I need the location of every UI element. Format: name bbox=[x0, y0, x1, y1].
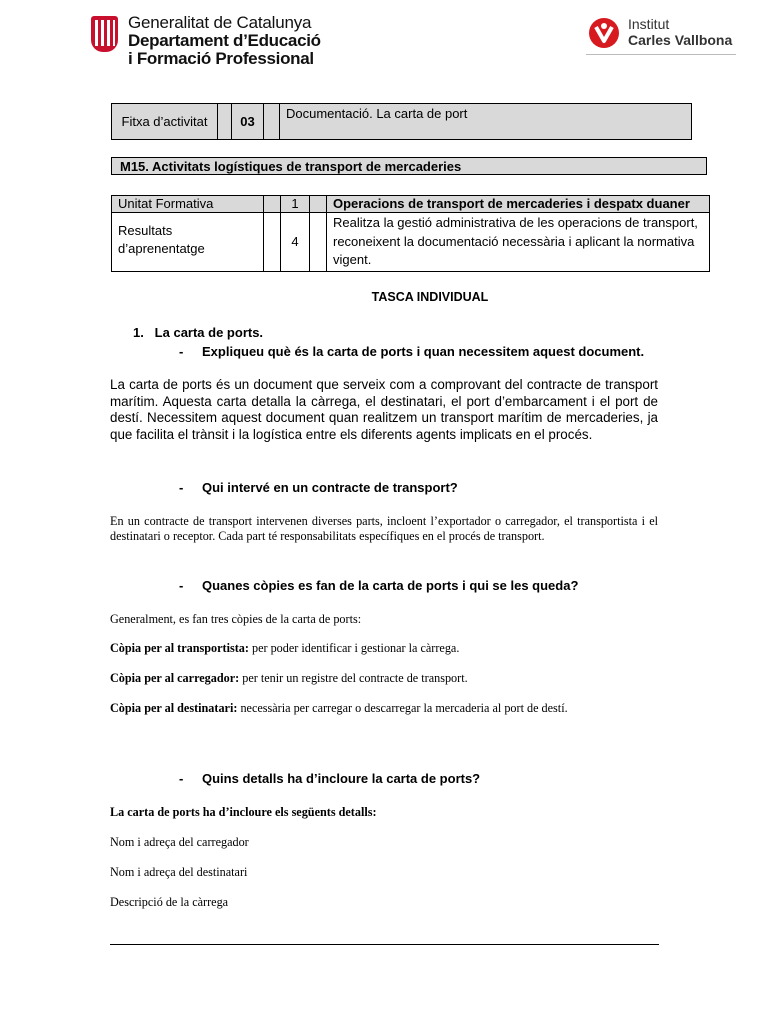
section-heading: 1. La carta de ports. bbox=[133, 325, 264, 340]
department-name-line1: Departament d’Educació bbox=[128, 31, 321, 50]
institut-logo-block bbox=[586, 14, 736, 54]
uf-title: Operacions de transport de mercaderies i despatx duaner bbox=[327, 196, 710, 213]
copy-item-label: Còpia per al carregador: bbox=[110, 671, 240, 685]
gencat-logo-block bbox=[91, 14, 341, 66]
copy-item bbox=[110, 641, 459, 656]
detail-item: Nom i adreça del carregador bbox=[110, 835, 249, 849]
question-dash: - bbox=[179, 480, 184, 495]
question-dash: - bbox=[179, 771, 184, 786]
detail-item: Descripció de la càrrega bbox=[110, 895, 229, 909]
copy-item-text: per poder identificar i gestionar la càrrega. bbox=[248, 641, 460, 655]
answer-1: La carta de ports és un document que serveix com a comprovant del contracte de transport marítim. Aquesta carta detalla la càrrega, el destinatari, el port d’embarcament i el port de destí. Necessitem aquest document quan realitzem un transport marítim de mercaderies, ja que facilita el trànsit i la logística entre els diferents agents implicats en el procés. bbox=[110, 377, 658, 442]
ra-label: Resultats d’aprenentatge bbox=[112, 213, 264, 272]
fitxa-table bbox=[111, 103, 692, 140]
copy-item-label: Còpia per al transportista: bbox=[110, 641, 249, 655]
copy-item-label: Còpia per al destinatari: bbox=[110, 701, 238, 715]
fitxa-number: 03 bbox=[232, 104, 264, 140]
question-dash: - bbox=[179, 344, 184, 359]
fitxa-label: Fitxa d’activitat bbox=[112, 104, 218, 140]
question-4: Quins detalls ha d’incloure la carta de ports? bbox=[202, 771, 481, 786]
department-name-line2: i Formació Professional bbox=[128, 49, 314, 68]
answer-4-intro: La carta de ports ha d’incloure els següents detalls: bbox=[110, 805, 377, 819]
answer-3-intro: Generalment, es fan tres còpies de la carta de ports: bbox=[110, 612, 362, 626]
fitxa-title: Documentació. La carta de port bbox=[280, 104, 692, 140]
footer-rule bbox=[110, 944, 659, 945]
institut-label: Institut bbox=[628, 16, 670, 32]
copy-item bbox=[110, 701, 568, 716]
ra-number: 4 bbox=[281, 213, 310, 272]
copy-item bbox=[110, 671, 468, 686]
gencat-emblem-icon bbox=[91, 16, 118, 52]
detail-item: Nom i adreça del destinatari bbox=[110, 865, 248, 879]
module-title: M15. Activitats logístiques de transport de mercaderies bbox=[111, 157, 707, 175]
ra-text: Realitza la gestió administrativa de les operacions de transport, reconeixent la documentació necessària i aplicant la normativa vigent. bbox=[327, 213, 710, 272]
question-3: Quanes còpies es fan de la carta de ports i qui se les queda? bbox=[202, 578, 579, 593]
answer-2: En un contracte de transport intervenen diverses parts, incloent l’exportador o carregador, el transportista i el destinatari o receptor. Cada part té responsabilitats específiques en el procés de transport. bbox=[110, 514, 658, 544]
uf-label: Unitat Formativa bbox=[112, 196, 264, 213]
question-dash: - bbox=[179, 578, 184, 593]
gencat-name: Generalitat de Catalunya bbox=[128, 13, 312, 32]
institut-name: Carles Vallbona bbox=[628, 32, 733, 48]
question-1: Expliqueu què és la carta de ports i quan necessitem aquest document. bbox=[202, 344, 645, 359]
institut-underline bbox=[586, 54, 736, 55]
copy-item-text: necessària per carregar o descarregar la mercaderia al port de destí. bbox=[237, 701, 568, 715]
copy-item-text: per tenir un registre del contracte de transport. bbox=[239, 671, 468, 685]
question-2: Qui intervé en un contracte de transport? bbox=[202, 480, 458, 495]
uf-table bbox=[111, 195, 710, 272]
uf-number: 1 bbox=[281, 196, 310, 213]
task-title: TASCA INDIVIDUAL bbox=[371, 290, 489, 304]
institut-emblem-icon bbox=[588, 16, 620, 50]
